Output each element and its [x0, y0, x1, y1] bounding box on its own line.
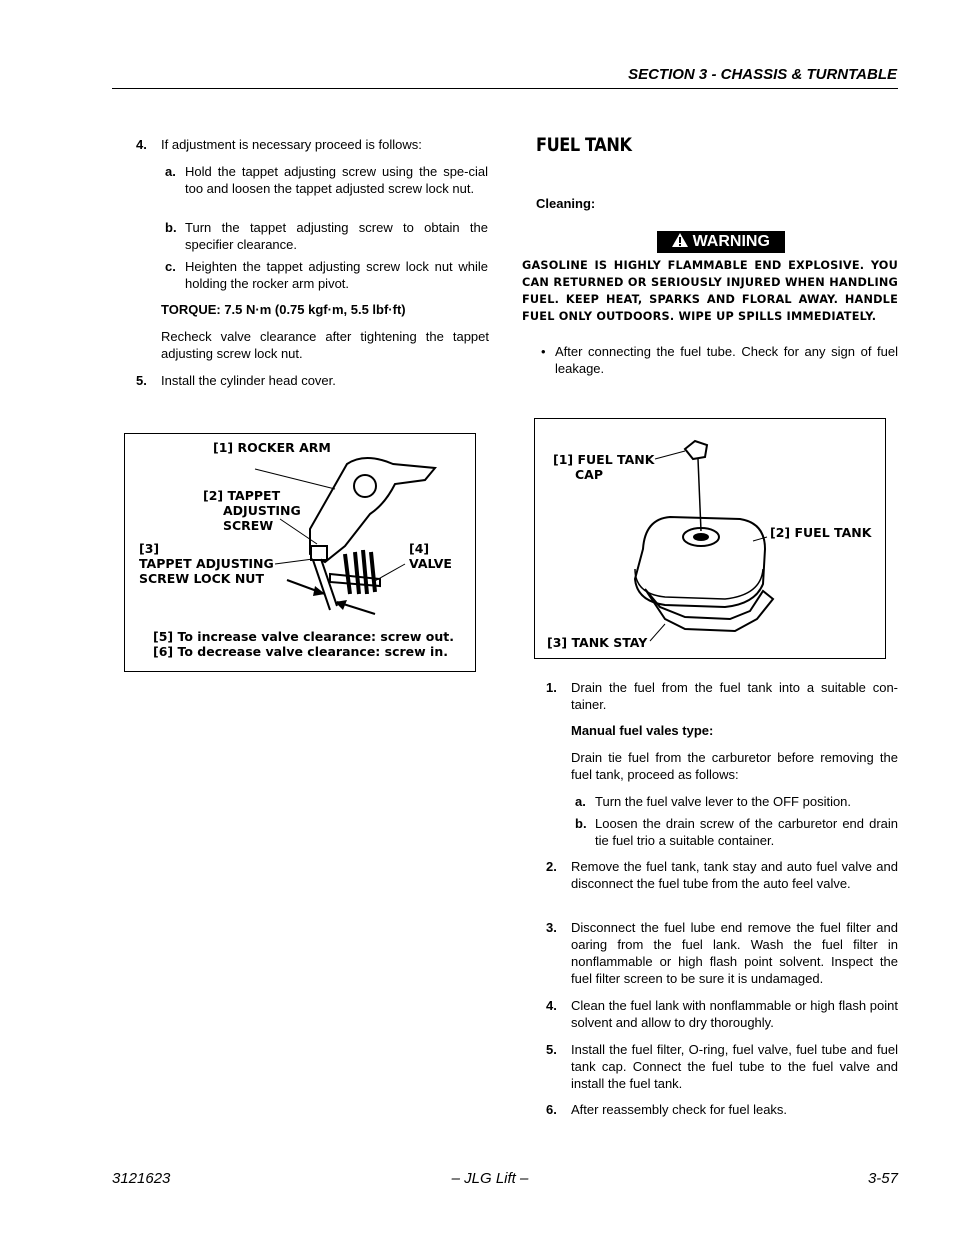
step-number: 4.: [136, 137, 147, 152]
step-number: 4.: [546, 998, 557, 1013]
torque-spec: TORQUE: 7.5 N·m (0.75 kgf·m, 5.5 lbf·ft): [161, 302, 406, 317]
warning-badge: [657, 231, 785, 253]
step-text: If adjustment is necessary proceed is follows:: [161, 137, 422, 152]
label-lock-nut: TAPPET ADJUSTING: [139, 556, 274, 571]
substep-text: Turn the fuel valve lever to the OFF position.: [595, 794, 852, 809]
label-lock-nut: SCREW LOCK NUT: [139, 571, 264, 586]
section-title: FUEL TANK: [536, 134, 632, 156]
step-text: Remove the fuel tank, tank stay and auto fuel valve and disconnect the fuel tube from the auto feel valve.: [571, 859, 898, 891]
step-text: After reassembly check for fuel leaks.: [571, 1102, 788, 1117]
label-valve: [4]: [409, 541, 430, 556]
label-fuel-tank-cap: [1] FUEL TANK: [553, 452, 655, 467]
warning-triangle-icon: [672, 232, 688, 254]
recheck-text: Recheck valve clearance after tightening the tappet adjusting screw lock nut.: [161, 329, 489, 361]
substep-letter: b.: [575, 816, 587, 831]
warning-label: WARNING: [692, 233, 770, 250]
section-header: SECTION 3 - CHASSIS & TURNTABLE: [628, 66, 897, 83]
warning-text: GASOLINE IS HIGHLY FLAMMABLE END EXPLOSIVE. YOU CAN RETURNED OR SERIOUSLY INJURED WHEN HANDLING FUEL. KEEP HEAT, SPARKS AND FLORAL AWAY. HANDLE FUEL ONLY OUTDOORS. WIPE UP SPILLS IMMEDIATELY.: [522, 259, 898, 323]
step-text: Drain the fuel from the fuel tank into a suitable con-tainer.: [571, 680, 898, 712]
label-tank-stay: [3] TANK STAY: [547, 635, 648, 650]
substep-letter: b.: [165, 220, 177, 235]
step-text: Install the fuel filter, O-ring, fuel valve, fuel tube and fuel tank cap. Connect the fuel tube to the fuel valve and install the fuel tank.: [571, 1042, 898, 1091]
step-number: 6.: [546, 1102, 557, 1117]
step-number: 1.: [546, 680, 557, 695]
bullet-text: After connecting the fuel tube. Check for any sign of fuel leakage.: [555, 344, 898, 376]
substep-letter: a.: [165, 164, 176, 179]
doc-number: 3121623: [112, 1170, 171, 1187]
label-fuel-tank: [2] FUEL TANK: [770, 525, 872, 540]
step-text: Clean the fuel lank with nonflammable or high flash point solvent and allow to dry thoroughly.: [571, 998, 898, 1030]
valve-clearance-figure: [124, 433, 476, 672]
step-number: 3.: [546, 920, 557, 935]
step-number: 5.: [136, 373, 147, 388]
substep-letter: c.: [165, 259, 176, 274]
label-valve: VALVE: [409, 556, 452, 571]
label-tappet-screw: [2] TAPPET: [203, 488, 281, 503]
step-text: Disconnect the fuel lube end remove the fuel filter and oaring from the fuel lank. Wash the fuel filter in nonflammable or high flash point solvent. Inspect the fuel filter screen to be sure it is undamaged.: [571, 920, 898, 986]
label-tappet-screw: SCREW: [223, 518, 274, 533]
fuel-tank-figure: [534, 418, 886, 659]
step-text: Install the cylinder head cover.: [161, 373, 336, 388]
label-fuel-tank-cap: CAP: [575, 467, 604, 482]
footer-center: – JLG Lift –: [451, 1170, 529, 1187]
substep-text: Loosen the drain screw of the carburetor end drain tie fuel trio a suitable container.: [595, 816, 898, 848]
manual-heading: Manual fuel vales type:: [571, 723, 714, 738]
label-decrease-clearance: [6] To decrease valve clearance: screw in.: [153, 644, 448, 659]
substep-text: Heighten the tappet adjusting screw lock nut while holding the rocker arm pivot.: [185, 259, 488, 291]
label-tappet-screw: ADJUSTING: [223, 503, 301, 518]
label-lock-nut: [3]: [139, 541, 160, 556]
page-number: 3-57: [867, 1170, 898, 1187]
label-increase-clearance: [5] To increase valve clearance: screw out.: [153, 629, 455, 644]
step-number: 2.: [546, 859, 557, 874]
substep-text: Turn the tappet adjusting screw to obtain the specifier clearance.: [185, 220, 488, 252]
header-rule: [112, 88, 898, 89]
substep-text: Hold the tappet adjusting screw using the spe-cial too and loosen the tappet adjusted screw lock nut.: [185, 164, 488, 196]
substep-letter: a.: [575, 794, 586, 809]
bullet-icon: •: [541, 344, 546, 359]
label-rocker-arm: [1] ROCKER ARM: [213, 440, 331, 455]
step-number: 5.: [546, 1042, 557, 1057]
cleaning-heading: Cleaning:: [536, 196, 596, 211]
manual-text: Drain tie fuel from the carburetor before removing the fuel tank, proceed as follows:: [571, 750, 898, 782]
